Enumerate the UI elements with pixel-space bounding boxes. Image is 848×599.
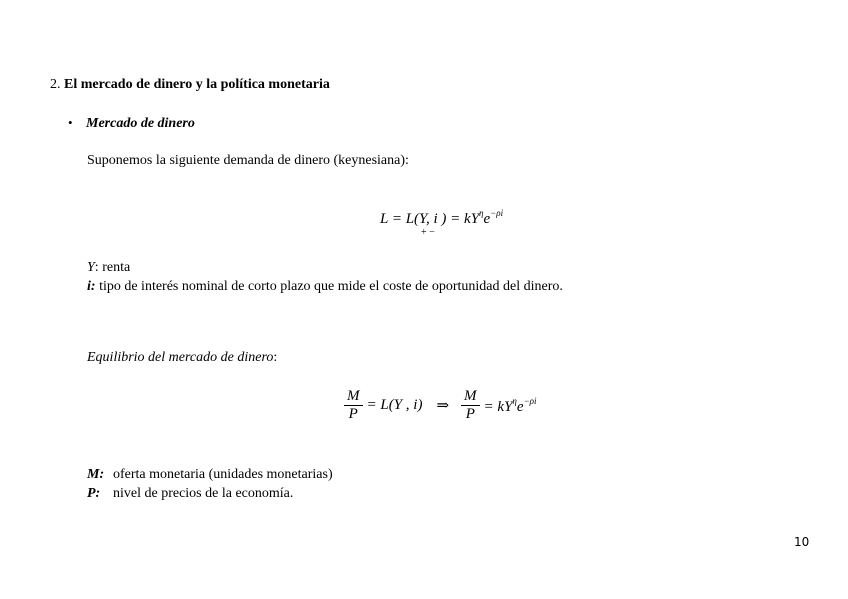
definition-text: oferta monetaria (unidades monetarias) (113, 467, 333, 482)
variable-definitions (87, 258, 563, 296)
definition-row-y (87, 258, 563, 277)
money-definitions (87, 465, 333, 503)
demand-eta: η (479, 208, 484, 218)
bullet-title: Mercado de dinero (86, 116, 195, 131)
equilibrium-rhs-1 (367, 397, 423, 414)
definition-row-m (87, 465, 333, 484)
definition-text: nivel de precios de la economía. (113, 486, 294, 501)
section-number: 2. (50, 77, 61, 92)
section-heading (50, 77, 330, 93)
fraction-numerator: M (464, 388, 477, 404)
rhs1-text: = L(Y , i) (366, 397, 423, 413)
definition-text: tipo de interés nominal de corto plazo que mide el coste de oportunidad del dinero. (95, 279, 563, 294)
definition-symbol: Y (87, 260, 95, 275)
fraction-numerator: M (347, 388, 360, 404)
equilibrium-colon: : (273, 350, 278, 365)
bullet-icon: • (68, 115, 73, 130)
fraction-m-over-p (344, 388, 363, 423)
fraction-denominator: P (348, 406, 358, 422)
equilibrium-heading (87, 350, 277, 366)
definition-sep: : (94, 260, 99, 275)
section-title: El mercado de dinero y la política monetaria (64, 77, 330, 92)
rhs2-base: = kY (483, 398, 513, 415)
demand-e: e (483, 211, 491, 227)
definition-symbol: i: (87, 279, 96, 294)
equilibrium-title: Equilibrio del mercado de dinero (87, 350, 274, 365)
demand-exponent: −ρi (490, 208, 504, 218)
definition-symbol: M: (87, 467, 105, 482)
equilibrium-rhs-2 (484, 396, 537, 416)
rhs2-exponent: −ρi (523, 395, 537, 406)
intro-paragraph: Suponemos la siguiente demanda de dinero (keynesiana): (87, 153, 409, 168)
fraction-m-over-p-2 (461, 388, 480, 423)
derivative-signs: + − (421, 227, 435, 238)
demand-equation-lhs: L = L(Y, i ) = kY (380, 211, 480, 227)
equilibrium-equation (344, 388, 536, 423)
rhs2-e: e (516, 398, 524, 415)
rhs2-eta: η (512, 395, 517, 406)
implies-arrow-icon: ⇒ (436, 398, 450, 414)
definition-row-i (87, 277, 563, 296)
page-number: 10 (794, 535, 810, 549)
fraction-denominator: P (465, 406, 475, 422)
definition-symbol: P: (87, 486, 101, 501)
definition-text: renta (98, 260, 131, 275)
bullet-heading (68, 115, 195, 132)
definition-row-p (87, 484, 333, 503)
money-demand-equation (380, 208, 504, 238)
